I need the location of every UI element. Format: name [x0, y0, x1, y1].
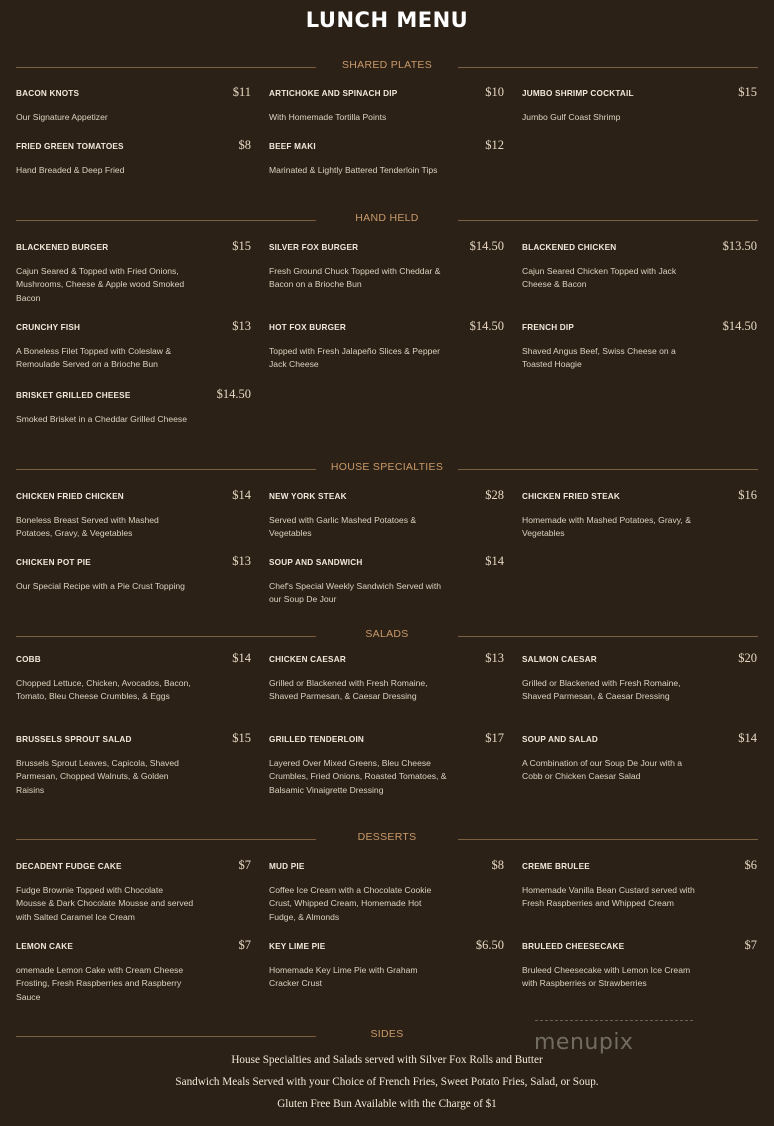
section-title: HAND HELD: [355, 212, 419, 224]
menu-title: LUNCH MENU: [305, 8, 469, 32]
watermark-logo: menupix: [534, 1030, 634, 1055]
section-title: HOUSE SPECIALTIES: [330, 461, 444, 473]
section-header-desserts: [0, 829, 774, 849]
sides-note: House Specialties and Salads served with Silver Fox Rolls and Butter: [231, 1054, 543, 1066]
section-header-shared-plates: [0, 57, 774, 77]
section-title: SHARED PLATES: [341, 59, 433, 71]
section-title: SIDES: [370, 1028, 404, 1040]
section-header-salads: [0, 626, 774, 646]
section-header-hand-held: [0, 210, 774, 230]
section-header-house-specialties: [0, 459, 774, 479]
section-header-sides: [0, 1026, 774, 1046]
sides-note: Gluten Free Bun Available with the Charge of $1: [277, 1098, 497, 1110]
section-title: SALADS: [365, 628, 409, 640]
watermark-divider: [535, 1020, 693, 1021]
section-title: DESSERTS: [357, 831, 417, 843]
sides-note: Sandwich Meals Served with your Choice of French Fries, Sweet Potato Fries, Salad, or Soup.: [175, 1076, 599, 1088]
